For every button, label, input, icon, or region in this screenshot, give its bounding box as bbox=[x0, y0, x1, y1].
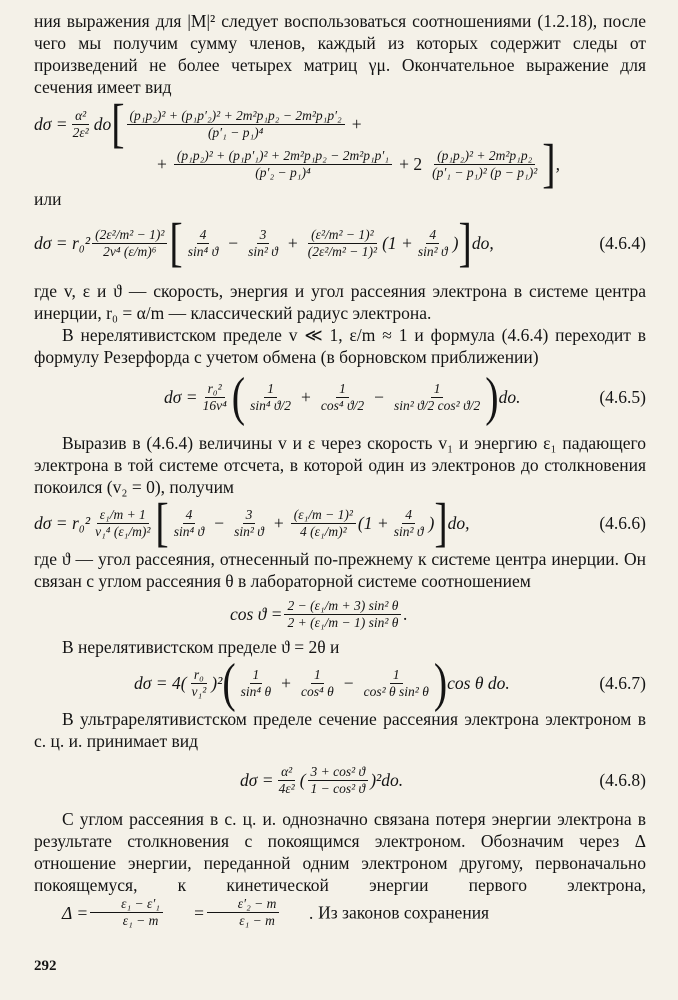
page-body bbox=[34, 10, 646, 929]
paragraph-1: ния выражения для |M|² следует воспользоваться соотношениями (1.2.18), после чего мы получим сумму членов, каждый из которых содержит следы от произведений не более четырех матриц γμ. Окончательное выражение для сечения имеет вид bbox=[34, 11, 646, 97]
equation-number: (4.6.7) bbox=[599, 673, 646, 693]
equation-4-6-8: dσ = $\frac{\text{α²}}{\text{4ε²}}$ ( $\frac{\text{3 + cos² ϑ}}{\text{1 − cos² ϑ}}$ )² do. (4.6.8) bbox=[240, 763, 646, 796]
equation-cos-relation: cos ϑ = $\frac{\text{2 − (ε₁/m + 3) sin² θ}}{\text{2 + (ε₁/m − 1) sin² θ}}$ . bbox=[230, 597, 408, 630]
equation-number: (4.6.6) bbox=[599, 513, 646, 533]
paragraph-2: где v, ε и ϑ — скорость, энергия и угол рассеяния электрона в системе центра инерции, r₀ = α/m — классический радиус электрона. bbox=[34, 281, 646, 323]
text-or: или bbox=[34, 189, 62, 209]
eq1-term3: $\frac{\text{(p₁p₂)² + 2m²p₁p₂}}{\text{(p′₁ − p₁)² (p − p₁)²}}$ bbox=[432, 147, 538, 180]
equation-4-6-7: dσ = 4 ( $\frac{\text{r₀}}{\text{v₁²}}$ )² ( $\frac{1}{\text{sin⁴ θ}}$ + $\frac{1}{\text{cos⁴ θ}}$ − $\frac{1}{\text{cos² θ sin² θ}}$ ) cos θ do. (4.6.7) bbox=[134, 651, 646, 713]
equation-4-6-4: dσ = r₀² $\frac{\text{(2ε²/m² − 1)²}}{\text{2v⁴ (ε/m)⁶}}$ [ $\frac{4}{\text{sin⁴ ϑ}}$ − $\frac{3}{\text{sin² ϑ}}$ + $\frac{\text{(ε²/m² − 1)²}}{\text{(2ε²/m² − 1)²}}$ (1 + $\frac{4}{\text{sin² ϑ}}$ ) ] do, (4.6.4) bbox=[34, 211, 646, 273]
eq1-term1: $\frac{\text{(p₁p₂)² + (p₁p′₂)² + 2m²p₁p₂ − 2m²p₁p′₂}}{\text{(p′₁ − p₁)⁴}}$ bbox=[127, 108, 345, 141]
paragraph-6: В нерелятивистском пределе ϑ = 2θ и bbox=[62, 637, 340, 657]
eq1-term2: $\frac{\text{(p₁p₂)² + (p₁p′₁)² + 2m²p₁p₂ − 2m²p₁p′₁}}{\text{(p′₂ − p₁)⁴}}$ bbox=[174, 148, 392, 181]
equation-4-6-5: dσ = $\frac{\text{r₀²}}{\text{16v⁴}}$ ( $\frac{1}{\text{sin⁴ ϑ/2}}$ + $\frac{1}{\text{cos⁴ ϑ/2}}$ − $\frac{1}{\text{sin² ϑ/2 cos² ϑ/2}}$ ) do. (4.6.5) bbox=[164, 365, 646, 427]
paragraph-7: В ультрарелятивистском пределе сечение рассеяния электрона электроном в с. ц. и. принимает вид bbox=[34, 709, 646, 751]
page-number: 292 bbox=[34, 958, 57, 974]
equation-number: (4.6.4) bbox=[599, 233, 646, 253]
equation-cross-section-general-cont: + $\frac{\text{(p₁p₂)² + (p₁p′₁)² + 2m²p₁p₂ − 2m²p₁p′₁}}{\text{(p′₂ − p₁)⁴}}$ + 2 $\frac{\text{(p₁p₂)² + 2m²p₁p₂}}{\text{(p′₁ − p₁)² (p − p₁)²}}$ ] , bbox=[157, 132, 560, 194]
paragraph-8: С углом рассеяния в с. ц. и. однозначно связана потеря энергии электрона в результате столкновения с покоящимся электроном. Обозначим через Δ отношение энергии, переданной одним электроном другому, первоначально покоящемуся, к кинетической энергии первого электрона, Δ = $\frac{\text{ε₁ − ε′₁}}{\text{ε₁ − m}}$ = $\frac{\text{ε′₂ − m}}{\text{ε₁ − m}}$ . Из законов сохранения bbox=[34, 809, 646, 928]
equation-number: (4.6.5) bbox=[599, 387, 646, 407]
equation-4-6-6: dσ = r₀² $\frac{\text{ε₁/m + 1}}{\text{v₁⁴ (ε₁/m)²}}$ [ $\frac{4}{\text{sin⁴ ϑ}}$ − $\frac{3}{\text{sin² ϑ}}$ + $\frac{\text{(ε₁/m − 1)²}}{\text{4 (ε₁/m)²}}$ (1 + $\frac{4}{\text{sin² ϑ}}$ ) ] do, (4.6.6) bbox=[34, 491, 646, 553]
equation-cross-section-general: dσ = $\frac{\text{α²}}{\text{2ε²}}$ do [ $\frac{\text{(p₁p₂)² + (p₁p′₂)² + 2m²p₁p₂ − 2m²p₁p′₂}}{\text{(p′₁ − p₁)⁴}}$ + bbox=[34, 92, 362, 154]
paragraph-3: В нерелятивистском пределе v ≪ 1, ε/m ≈ 1 и формула (4.6.4) переходит в формулу Резерфорда с учетом обмена (в борновском приближении) bbox=[34, 325, 646, 367]
paragraph-5: где ϑ — угол рассеяния, отнесенный по-прежнему к системе центра инерции. Он связан с углом рассеяния θ в лабораторной системе соотношением bbox=[34, 549, 646, 591]
paragraph-4: Выразив в (4.6.4) величины v и ε через скорость v₁ и энергию ε₁ падающего электрона в той системе отсчета, в которой один из электронов до столкновения покоился (v₂ = 0), получим bbox=[34, 433, 646, 497]
equation-number: (4.6.8) bbox=[599, 770, 646, 790]
